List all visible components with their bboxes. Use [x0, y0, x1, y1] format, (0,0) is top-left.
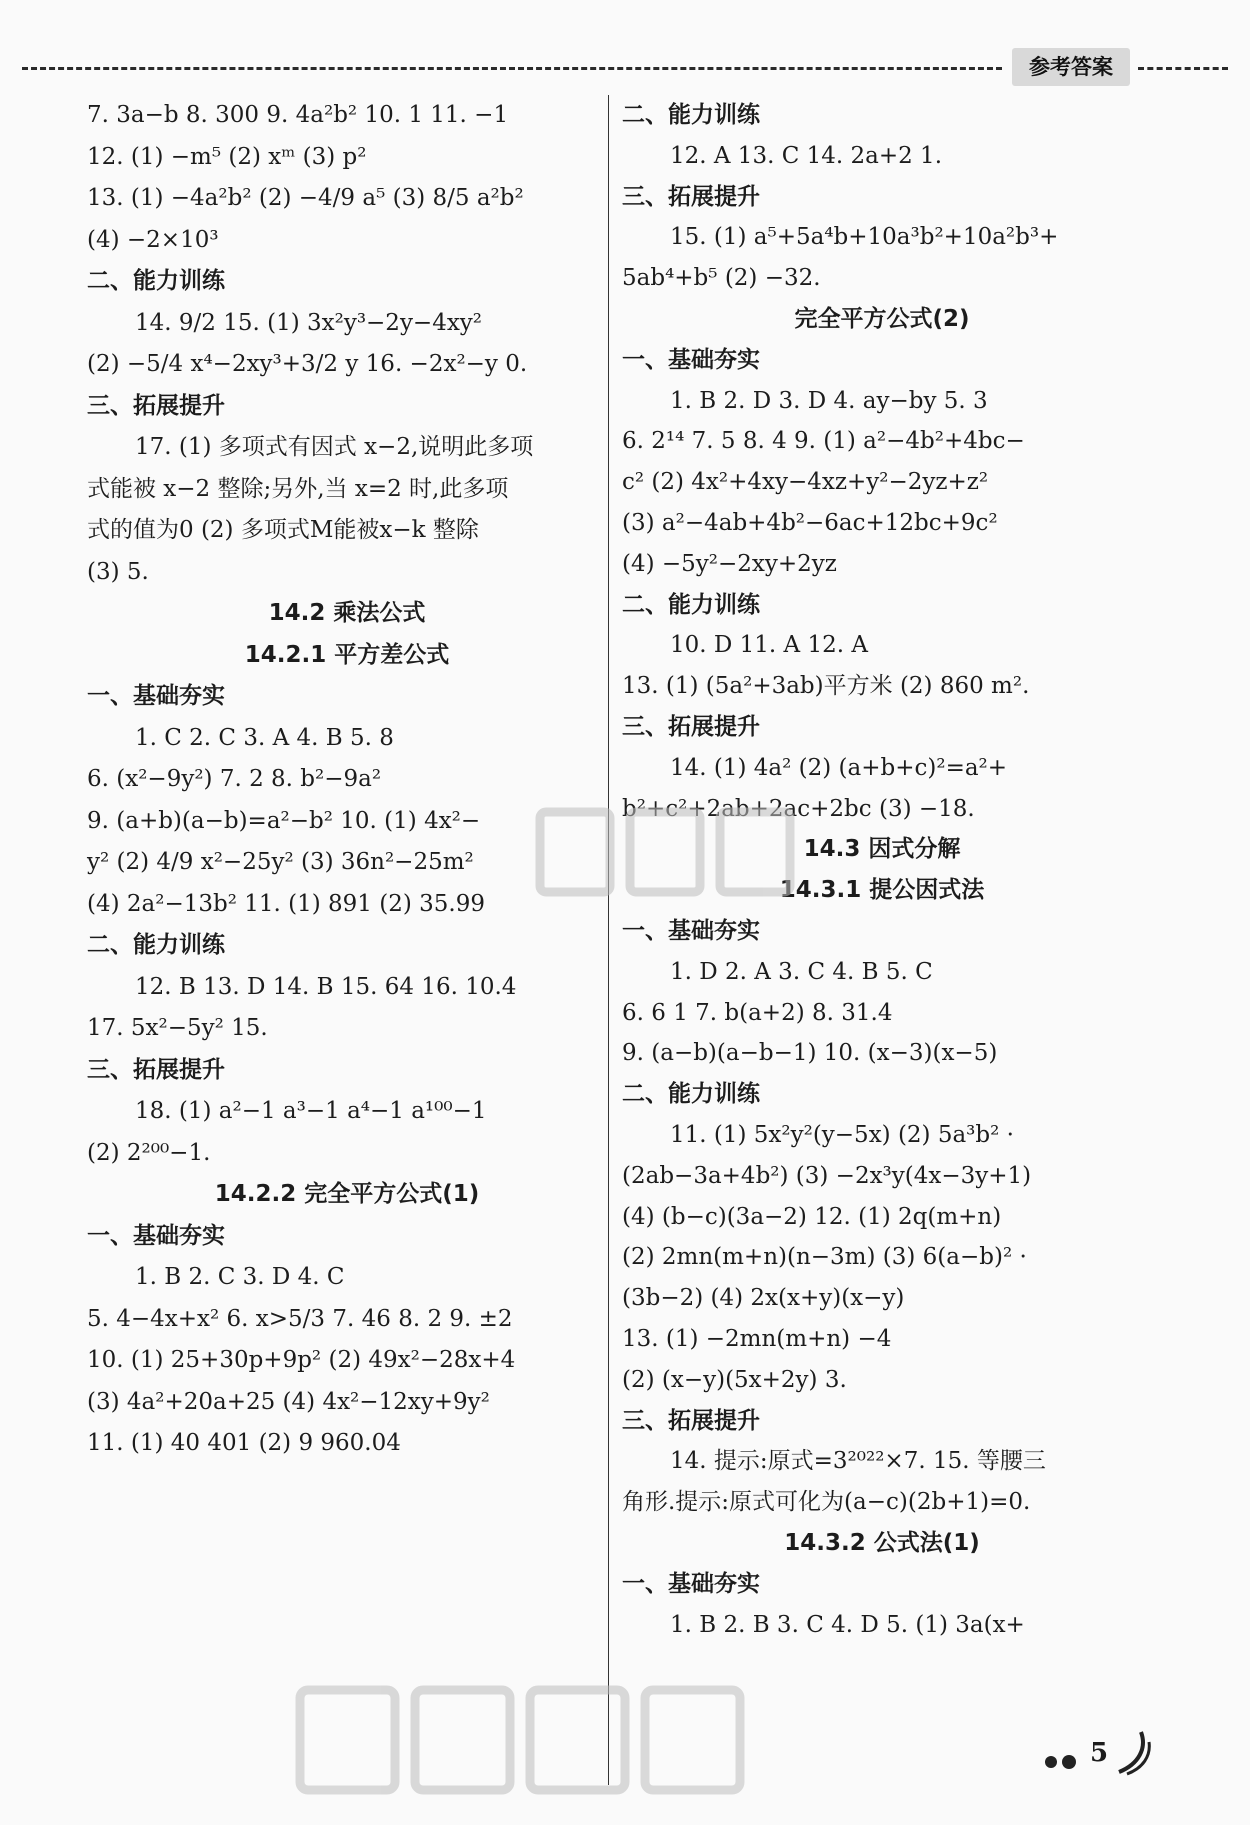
answer-line: 14. 9/2 15. (1) 3x²y³−2y−4xy² [135, 309, 483, 336]
topic-heading: 14.2.2 完全平方公式(1) [214, 1181, 480, 1207]
answer-line: (3) a²−4ab+4b²−6ac+12bc+9c² [622, 510, 998, 536]
section-heading: 一、基础夯实 [87, 1222, 225, 1249]
answer-line: 14. (1) 4a² (2) (a+b+c)²=a²+ [670, 754, 1008, 781]
topic-heading: 14.3 因式分解 [803, 836, 961, 863]
answer-line: 7. 3a−b 8. 300 9. 4a²b² 10. 1 11. −1 [87, 102, 509, 128]
section-heading: 一、基础夯实 [622, 1570, 760, 1597]
section-heading: 一、基础夯实 [87, 683, 225, 709]
answer-line: 13. (1) −4a²b² (2) −4/9 a⁵ (3) 8/5 a²b² [87, 185, 524, 211]
answer-line: (2) 2²⁰⁰−1. [87, 1139, 211, 1166]
answer-line: 13. (1) −2mn(m+n) −4 [622, 1326, 892, 1352]
answer-line: 1. C 2. C 3. A 4. B 5. 8 [135, 724, 394, 751]
section-heading: 三、拓展提升 [622, 183, 760, 210]
answer-line: 9. (a+b)(a−b)=a²−b² 10. (1) 4x²− [87, 807, 481, 834]
answer-line: c² (2) 4x²+4xy−4xz+y²−2yz+z² [622, 469, 989, 496]
answer-line: y² (2) 4/9 x²−25y² (3) 36n²−25m² [87, 849, 474, 875]
section-heading: 三、拓展提升 [622, 714, 760, 740]
topic-heading: 完全平方公式(2) [794, 306, 970, 332]
section-heading: 二、能力训练 [622, 1081, 760, 1108]
answer-line: (4) 2a²−13b² 11. (1) 891 (2) 35.99 [87, 890, 485, 917]
answer-line: 角形.提示:原式可化为(a−c)(2b+1)=0. [622, 1489, 1031, 1516]
answer-line: 9. (a−b)(a−b−1) 10. (x−3)(x−5) [622, 1040, 998, 1067]
answer-line: 式的值为0 (2) 多项式M能被x−k 整除 [87, 517, 479, 543]
section-heading: 二、能力训练 [87, 932, 225, 958]
answer-line: 12. B 13. D 14. B 15. 64 16. 10.4 [135, 973, 517, 1000]
answer-line: 12. A 13. C 14. 2a+2 1. [670, 142, 943, 169]
section-heading: 一、基础夯实 [622, 346, 760, 373]
answer-line: 11. (1) 40 401 (2) 9 960.04 [87, 1430, 401, 1456]
answer-line: b²+c²+2ab+2ac+2bc (3) −18. [622, 795, 975, 822]
topic-heading: 14.3.1 提公因式法 [779, 877, 985, 904]
section-heading: 二、能力训练 [622, 102, 760, 128]
answer-line: 6. 6 1 7. b(a+2) 8. 31.4 [622, 999, 893, 1026]
answer-line: 式能被 x−2 整除;另外,当 x=2 时,此多项 [87, 475, 509, 502]
answer-line: 1. D 2. A 3. C 4. B 5. C [670, 958, 933, 985]
section-heading: 二、能力训练 [87, 268, 225, 294]
answer-line: (2) (x−y)(5x+2y) 3. [622, 1366, 847, 1393]
page-number: 5 [1090, 1738, 1109, 1768]
topic-heading: 14.2.1 平方差公式 [244, 641, 450, 668]
answer-line: 1. B 2. D 3. D 4. ay−by 5. 3 [670, 387, 988, 414]
header-badge: 参考答案 [1012, 48, 1130, 86]
section-heading: 三、拓展提升 [87, 392, 225, 419]
answer-line: (4) (b−c)(3a−2) 12. (1) 2q(m+n) [622, 1203, 1002, 1230]
section-heading: 一、基础夯实 [622, 918, 760, 944]
topic-heading: 14.2 乘法公式 [268, 600, 426, 626]
section-heading: 三、拓展提升 [87, 1056, 225, 1083]
swoosh-icon [1113, 1728, 1153, 1778]
answer-line: 12. (1) −m⁵ (2) xᵐ (3) p² [87, 143, 367, 170]
section-heading: 二、能力训练 [622, 591, 760, 618]
answer-line: 10. D 11. A 12. A [670, 632, 868, 659]
answer-line: 17. (1) 多项式有因式 x−2,说明此多项 [135, 434, 534, 460]
topic-heading: 14.3.2 公式法(1) [784, 1530, 980, 1556]
answer-line: (2ab−3a+4b²) (3) −2x³y(4x−3y+1) [622, 1162, 1032, 1189]
answer-line: 1. B 2. B 3. C 4. D 5. (1) 3a(x+ [670, 1611, 1025, 1638]
answer-line: (2) −5/4 x⁴−2xy³+3/2 y 16. −2x²−y 0. [87, 351, 528, 377]
answer-line: 10. (1) 25+30p+9p² (2) 49x²−28x+4 [87, 1347, 516, 1373]
answer-line: (3) 4a²+20a+25 (4) 4x²−12xy+9y² [87, 1388, 490, 1415]
answer-line: 5. 4−4x+x² 6. x>5/3 7. 46 8. 2 9. ±2 [87, 1305, 513, 1332]
answer-line: 6. 2¹⁴ 7. 5 8. 4 9. (1) a²−4b²+4bc− [622, 428, 1025, 455]
answer-line: (2) 2mn(m+n)(n−3m) (3) 6(a−b)² · [622, 1244, 1027, 1271]
page-number-dots-icon [1043, 1752, 1083, 1772]
answer-line: 1. B 2. C 3. D 4. C [135, 1264, 345, 1290]
answer-line: 18. (1) a²−1 a³−1 a⁴−1 a¹⁰⁰−1 [135, 1098, 487, 1124]
answer-line: (4) −2×10³ [87, 226, 219, 253]
section-heading: 三、拓展提升 [622, 1407, 760, 1434]
answer-line: 14. 提示:原式=3²⁰²²×7. 15. 等腰三 [670, 1448, 1046, 1475]
answer-line: (3b−2) (4) 2x(x+y)(x−y) [622, 1285, 905, 1312]
answer-line: 6. (x²−9y²) 7. 2 8. b²−9a² [87, 766, 382, 792]
answer-line: 5ab⁴+b⁵ (2) −32. [622, 265, 821, 292]
answer-line: (3) 5. [87, 558, 149, 585]
answer-line: (4) −5y²−2xy+2yz [622, 550, 837, 577]
answer-line: 11. (1) 5x²y²(y−5x) (2) 5a³b² · [670, 1122, 1014, 1148]
answer-line: 17. 5x²−5y² 15. [87, 1015, 268, 1041]
answer-line: 13. (1) (5a²+3ab)平方米 (2) 860 m². [622, 673, 1030, 700]
answer-line: 15. (1) a⁵+5a⁴b+10a³b²+10a²b³+ [670, 224, 1059, 251]
